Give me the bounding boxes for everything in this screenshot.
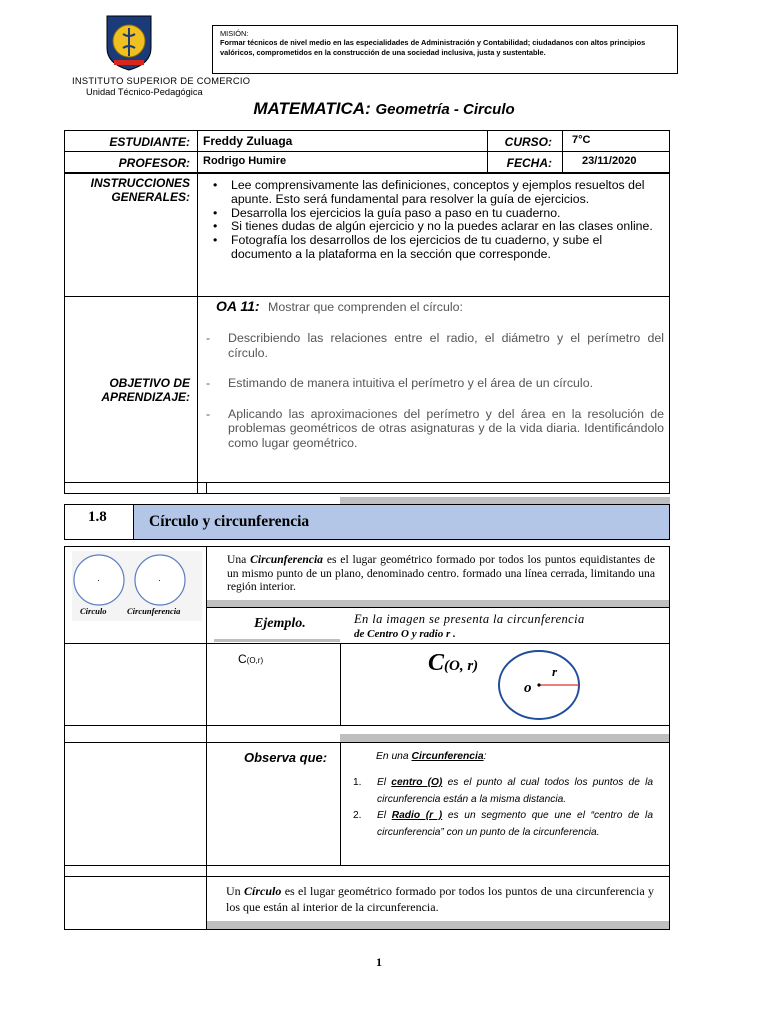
page-number: 1 xyxy=(376,955,382,969)
grey-bar xyxy=(340,734,669,742)
def-post: es el lugar geométrico formado por todos los puntos equidistantes de un mismo punto de un plano, denominado centro. formado una línea cerrada, limitando una región interior. xyxy=(227,553,655,593)
label-circunferencia: Circunferencia xyxy=(127,606,181,616)
date-value: 23/11/2020 xyxy=(582,155,637,167)
section-number: 1.8 xyxy=(88,509,107,525)
observe-list xyxy=(353,775,653,841)
observe-intro-post: : xyxy=(483,751,487,762)
mision-box xyxy=(212,25,678,74)
observe-item xyxy=(353,808,653,841)
instructions-label xyxy=(66,176,190,204)
school-logo xyxy=(104,14,154,72)
section-col xyxy=(133,504,134,540)
course-value: 7°C xyxy=(572,134,591,146)
center-dot: · xyxy=(158,575,161,585)
title-sub: Geometría - Circulo xyxy=(375,101,515,118)
instruction-item: • Fotografía los desarrollos de los ejercicios de tu cuaderno, y sube el documento a la plataforma en la sección que corresponde. xyxy=(207,234,663,262)
student-value: Freddy Zuluaga xyxy=(203,134,293,148)
big-c: C xyxy=(428,650,445,676)
info-col3 xyxy=(562,130,563,173)
big-sub: (O, r) xyxy=(444,658,479,674)
instructions-label-1: INSTRUCCIONES xyxy=(90,176,190,190)
def-top xyxy=(64,546,670,547)
def-term: Circunferencia xyxy=(250,553,323,566)
grey-bar xyxy=(207,600,669,607)
observe-post: es el punto al cual todos los puntos de la circunferencia están a la misma distancia. xyxy=(377,777,653,805)
example-bottom xyxy=(64,725,670,726)
right-border xyxy=(669,546,670,930)
mision-label: MISIÓN: xyxy=(220,29,249,38)
objective-item-text: Describiendo las relaciones entre el radio, el diámetro y el perímetro del círculo. xyxy=(228,331,664,360)
obj-divider xyxy=(64,482,670,483)
def-post: es el lugar geométrico formado por todos los puntos de una circunferencia y los que están al interior de la circunferencia. xyxy=(226,884,655,914)
instruction-item: • Si tienes dudas de algún ejercicio y no la puedes aclarar en las clases online. xyxy=(207,220,663,234)
instructions-label-2: GENERALES: xyxy=(111,190,190,204)
observe-label: Observa que: xyxy=(244,750,328,765)
observe-pre: El xyxy=(377,810,387,821)
def-pre: Un xyxy=(226,884,241,898)
def-pre: Una xyxy=(227,553,247,566)
circunferencia-definition xyxy=(227,553,655,594)
objective-item-text: Estimando de manera intuitiva el perímetro y el área de un círculo. xyxy=(228,376,594,390)
teacher-label: PROFESOR: xyxy=(118,156,190,170)
instruction-item: • Desarrolla los ejercicios la guía paso a paso en tu cuaderno. xyxy=(207,207,663,221)
point-o: o xyxy=(524,680,532,696)
section-title: Círculo y circunferencia xyxy=(149,513,310,530)
observe-num: 1. xyxy=(353,777,362,788)
objective-item xyxy=(204,407,664,451)
objective-list xyxy=(204,331,664,450)
grey-bar xyxy=(207,921,669,929)
point-r: r xyxy=(552,664,558,679)
observe-post: es un segmento que une el “centro de la circunferencia” con un punto de la circunferencia. xyxy=(377,810,653,838)
notation xyxy=(238,652,263,666)
objective-item xyxy=(204,331,664,360)
observe-num: 2. xyxy=(353,810,362,821)
objective-item-text: Aplicando las aproximaciones del perímetro y del área en la resolución de problemas geométricos de otras asignaturas y de la vida diaria. Identificándolo como lugar geométrico. xyxy=(228,406,664,450)
circulo-definition xyxy=(226,883,654,915)
observe-top xyxy=(64,742,670,743)
objective-content xyxy=(216,298,666,334)
example-line1: En la imagen se presenta la circunferencia xyxy=(354,612,585,626)
def-term: Círculo xyxy=(244,884,282,898)
info-divider xyxy=(64,151,670,152)
example-top xyxy=(207,607,669,608)
unit-name: Unidad Técnico-Pedagógica xyxy=(86,87,203,97)
example-circle xyxy=(496,648,582,722)
student-label: ESTUDIANTE: xyxy=(109,135,190,149)
objective-intro: Mostrar que comprenden el círculo: xyxy=(268,300,463,314)
objective-item xyxy=(204,376,664,391)
title-main: MATEMATICA: xyxy=(253,99,371,118)
objective-label xyxy=(66,376,190,404)
observe-term: Radio (r ) xyxy=(391,810,443,821)
mision-text: Formar técnicos de nivel medio en las especialidades de Administración y Contabilidad; ciudadanos con altos principios valóricos, comprometidos en la construcción de una sociedad inclusiva, justa y sustentable. xyxy=(220,38,646,57)
course-label: CURSO: xyxy=(504,135,552,149)
date-label: FECHA: xyxy=(506,156,552,170)
observe-bottom xyxy=(64,865,670,866)
ins-col xyxy=(197,173,198,494)
dash: - xyxy=(206,331,211,345)
objective-label-1: OBJETIVO DE xyxy=(109,376,190,390)
observe-item xyxy=(353,775,653,808)
notation-c: C xyxy=(238,652,247,666)
notation-sub: (O,r) xyxy=(246,656,264,665)
observe-term: centro (O) xyxy=(391,777,443,788)
observe-intro-pre: En una xyxy=(376,751,409,762)
instruction-item: • Lee comprensivamente las definiciones, conceptos y ejemplos resueltos del apunte. Esto será fundamental para resolver la guía de ejercicios. xyxy=(207,179,663,207)
dash: - xyxy=(206,406,211,421)
observe-col xyxy=(340,742,341,865)
example-label: Ejemplo. xyxy=(254,616,306,631)
ins-divider xyxy=(64,296,670,297)
spacer-col xyxy=(206,482,207,494)
info-col1 xyxy=(197,130,198,173)
institution-name: INSTITUTO SUPERIOR DE COMERCIO xyxy=(72,76,251,86)
dash: - xyxy=(206,376,211,390)
example-line2: de Centro O y radio r . xyxy=(354,628,456,640)
teacher-value: Rodrigo Humire xyxy=(203,155,287,167)
grey-bar xyxy=(340,497,670,504)
left-border xyxy=(64,546,65,930)
info-col2 xyxy=(487,130,488,173)
label-circulo: Circulo xyxy=(80,606,107,616)
table-bottom xyxy=(64,929,670,930)
observe-pre: El xyxy=(377,777,387,788)
page-title xyxy=(0,99,768,119)
center-dot: · xyxy=(97,575,100,585)
big-notation xyxy=(428,650,478,677)
objective-label-2: APRENDIZAJE: xyxy=(101,390,190,404)
observe-intro-term: Circunferencia xyxy=(411,751,484,762)
example-mid xyxy=(64,643,670,644)
circulo-top xyxy=(64,876,670,877)
observe-intro xyxy=(376,751,487,762)
example-col xyxy=(340,643,341,725)
instructions-list xyxy=(207,179,663,262)
objective-code: OA 11: xyxy=(216,298,260,314)
